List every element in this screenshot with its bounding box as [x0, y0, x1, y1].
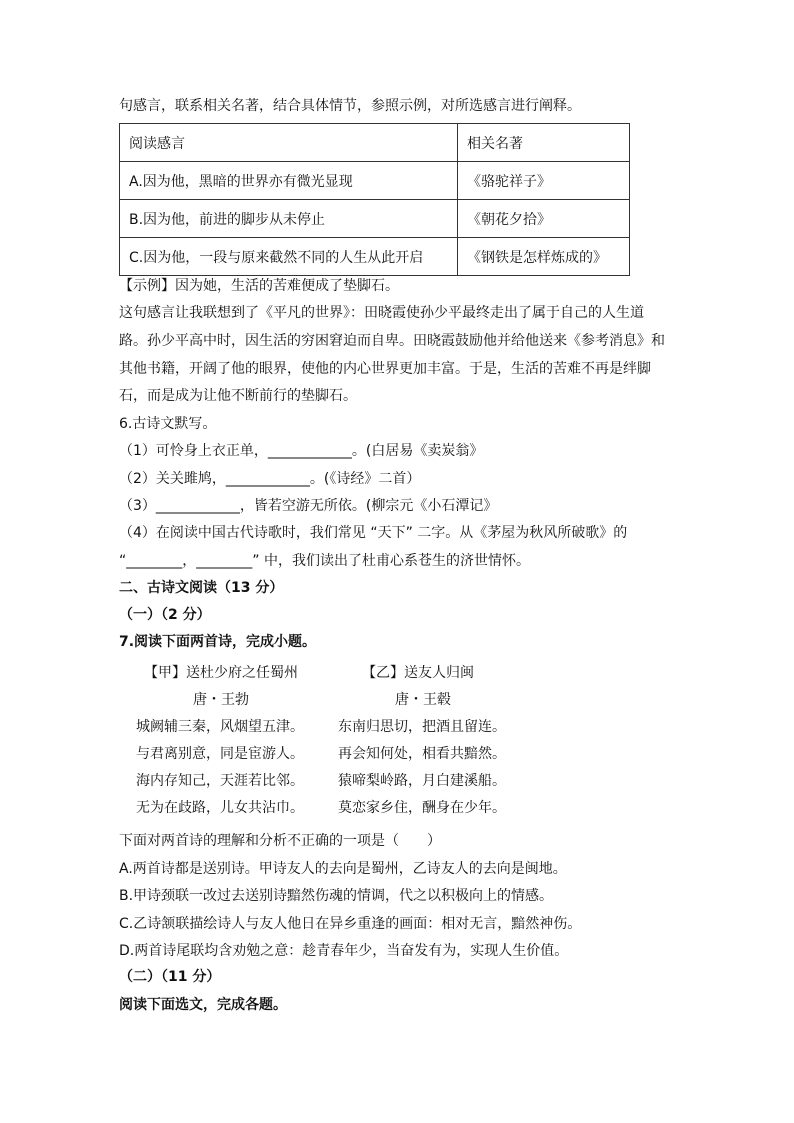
question-6-item: （3）____________，皆若空游无所依。(柳宗元《小石潭记》: [119, 498, 498, 514]
table-row: [120, 162, 630, 200]
option-b: B.甲诗颈联一改过去送别诗黯然伤魂的情调，代之以积极向上的情感。: [119, 888, 554, 904]
poem-yi-author: 唐・王毂: [395, 692, 451, 708]
poem-yi-line: 东南归思切，把酒且留连。: [338, 719, 506, 735]
example-label: 【示例】因为她，生活的苦难便成了垫脚石。: [119, 278, 399, 294]
poem-yi-line: 再会知何处，相看共黯然。: [338, 746, 506, 762]
question-6-title: 6.古诗文默写。: [119, 416, 217, 432]
poem-jia-author: 唐・王勃: [193, 692, 249, 708]
part-2-title: （二）（11 分）: [119, 969, 221, 985]
poem-jia-line: 城阙辅三秦，风烟望五津。: [136, 719, 304, 735]
question-7-stem: 下面对两首诗的理解和分析不正确的一项是（ ）: [119, 833, 441, 849]
table-header-row: [120, 124, 630, 162]
question-6-item: （4）在阅读中国古代诗歌时，我们常见 “天下” 二字。从《茅屋为秋风所破歌》的: [119, 525, 628, 541]
table-cell: C.因为他，一段与原来截然不同的人生从此开启: [120, 238, 458, 276]
example-line: 石，而是成为让他不断前行的垫脚石。: [119, 388, 357, 404]
example-line: 路。孙少平高中时，因生活的穷困窘迫而自卑。田晓霞鼓励他并给他送来《参考消息》和: [119, 333, 665, 349]
poem-jia-line: 无为在歧路，儿女共沾巾。: [136, 800, 304, 816]
reference-table: [119, 123, 630, 276]
option-a: A.两首诗都是送别诗。甲诗友人的去向是蜀州，乙诗友人的去向是闽地。: [119, 861, 567, 877]
table-cell: B.因为他，前进的脚步从未停止: [120, 200, 458, 238]
table-row: [120, 200, 630, 238]
section-2-title: 二、古诗文阅读（13 分）: [119, 580, 284, 596]
part-2-instruction: 阅读下面选文，完成各题。: [119, 997, 287, 1013]
poem-yi-line: 猿啼梨岭路，月白建溪船。: [338, 773, 506, 789]
question-7-title: 7.阅读下面两首诗，完成小题。: [119, 634, 317, 650]
poem-jia-title: 【甲】送杜少府之任蜀州: [144, 665, 298, 681]
question-6-item: （1）可怜身上衣正单，____________。(白居易《卖炭翁》: [119, 443, 484, 459]
table-cell: 《朝花夕拾》: [458, 200, 630, 238]
table-cell: 《钢铁是怎样炼成的》: [458, 238, 630, 276]
table-cell: A.因为他，黑暗的世界亦有微光显现: [120, 162, 458, 200]
poem-yi-line: 莫恋家乡住，酬身在少年。: [338, 800, 506, 816]
poem-yi-title: 【乙】送友人归闽: [362, 665, 474, 681]
intro-text: 句感言，联系相关名著，结合具体情节，参照示例，对所选感言进行阐释。: [119, 98, 581, 114]
table-header: 阅读感言: [120, 124, 458, 162]
poem-jia-line: 海内存知己，天涯若比邻。: [136, 773, 304, 789]
table-cell: 《骆驼祥子》: [458, 162, 630, 200]
table-header: 相关名著: [458, 124, 630, 162]
option-c: C.乙诗颔联描绘诗人与友人他日在异乡重逢的画面：相对无言，黯然神伤。: [119, 916, 582, 932]
poem-jia-line: 与君离别意，同是宦游人。: [136, 746, 304, 762]
part-1-title: （一）（2 分）: [119, 607, 211, 623]
question-6-item: （2）关关雎鸠，____________。(《诗经》二首）: [119, 471, 421, 487]
example-line: 这句感言让我联想到了《平凡的世界》：田晓霞使孙少平最终走出了属于自己的人生道: [119, 305, 644, 321]
table-row: [120, 238, 630, 276]
question-6-item: “________，________” 中，我们读出了杜甫心系苍生的济世情怀。: [119, 553, 530, 569]
example-line: 其他书籍，开阔了他的眼界，使他的内心世界更加丰富。于是，生活的苦难不再是绊脚: [119, 361, 651, 377]
option-d: D.两首诗尾联均含劝勉之意：趁青春年少，当奋发有为，实现人生价值。: [119, 943, 569, 959]
